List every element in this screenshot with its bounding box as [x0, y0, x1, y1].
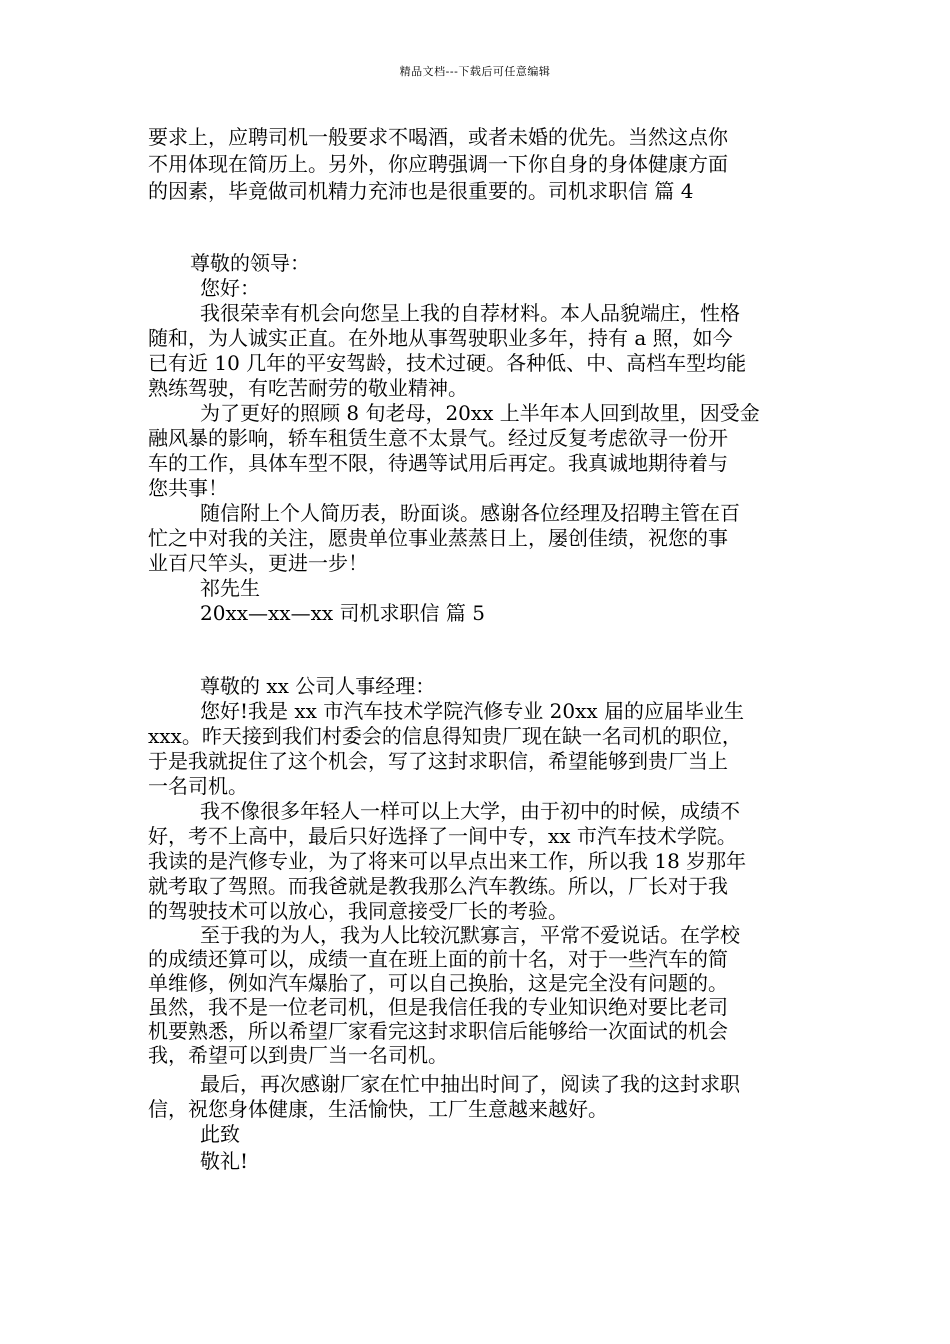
text-line: 融风暴的影响，轿车租赁生意不太景气。经过反复考虑欲寻一份开: [148, 426, 728, 450]
text-line: 至于我的为人，我为人比较沉默寡言，平常不爱说话。在学校: [200, 923, 740, 947]
text-line: 业百尺竿头，更进一步！: [148, 551, 368, 575]
text-line: 单维修，例如汽车爆胎了，可以自己换胎，这是完全没有问题的。: [148, 971, 728, 995]
text-line: 的驾驶技术可以放心，我同意接受厂长的考验。: [148, 899, 568, 923]
text-line: 好，考不上高中，最后只好选择了一间中专，xx 市汽车技术学院。: [148, 824, 737, 848]
text-line: 已有近 10 几年的平安驾龄，技术过硬。各种低、中、高档车型均能: [148, 351, 747, 375]
text-line: 我，希望可以到贵厂当一名司机。: [148, 1043, 448, 1067]
text-line: 我读的是汽修专业，为了将来可以早点出来工作，所以我 18 岁那年: [148, 849, 747, 873]
page-header: 精品文档---下载后可任意编辑: [399, 65, 551, 78]
text-line: 最后，再次感谢厂家在忙中抽出时间了，阅读了我的这封求职: [200, 1072, 740, 1096]
text-line: 一名司机。: [148, 774, 248, 798]
signature-name: 祁先生: [200, 576, 260, 600]
text-line: 您好!我是 xx 市汽车技术学院汽修专业 20xx 届的应届毕业生: [200, 699, 745, 723]
text-line: 于是我就捉住了这个机会，写了这封求职信，希望能够到贵厂当上: [148, 749, 728, 773]
text-line: 随和，为人诚实正直。在外地从事驾驶职业多年，持有 a 照，如今: [148, 326, 733, 350]
text-line: 的成绩还算可以，成绩一直在班上面的前十名，对于一些汽车的简: [148, 947, 728, 971]
closing-regards: 敬礼!: [200, 1149, 249, 1173]
text-line: xxx。昨天接到我们村委会的信息得知贵厂现在缺一名司机的职位，: [148, 724, 742, 748]
text-line: 车的工作，具体车型不限，待遇等试用后再定。我真诚地期待着与: [148, 451, 728, 475]
text-line: 虽然，我不是一位老司机，但是我信任我的专业知识绝对要比老司: [148, 995, 728, 1019]
text-line: 熟练驾驶，有吃苦耐劳的敬业精神。: [148, 376, 468, 400]
text-line: 机要熟悉，所以希望厂家看完这封求职信后能够给一次面试的机会: [148, 1019, 728, 1043]
text-line: 我不像很多年轻人一样可以上大学，由于初中的时候，成绩不: [200, 799, 740, 823]
text-line: 我很荣幸有机会向您呈上我的自荐材料。本人品貌端庄，性格: [200, 301, 740, 325]
text-line: 不用体现在简历上。另外，你应聘强调一下你自身的身体健康方面: [148, 152, 728, 176]
text-line: 要求上，应聘司机一般要求不喝酒，或者未婚的优先。当然这点你: [148, 125, 728, 149]
date-line: 20xx—xx—xx 司机求职信 篇 5: [200, 601, 485, 625]
text-line: 忙之中对我的关注，愿贵单位事业蒸蒸日上，屡创佳绩，祝您的事: [148, 526, 728, 550]
text-line: 信，祝您身体健康，生活愉快，工厂生意越来越好。: [148, 1097, 608, 1121]
text-line: 的因素，毕竟做司机精力充沛也是很重要的。司机求职信 篇 4: [148, 179, 694, 203]
text-line: 您共事！: [148, 476, 228, 500]
greeting: 您好：: [200, 276, 260, 300]
text-line: 为了更好的照顾 8 旬老母，20xx 上半年本人回到故里，因受金: [200, 401, 760, 425]
text-line: 就考取了驾照。而我爸就是教我那么汽车教练。所以，厂长对于我: [148, 874, 728, 898]
salutation: 尊敬的领导：: [190, 251, 310, 275]
salutation: 尊敬的 xx 公司人事经理：: [200, 674, 436, 698]
text-line: 随信附上个人简历表，盼面谈。感谢各位经理及招聘主管在百: [200, 501, 740, 525]
closing: 此致: [200, 1122, 240, 1146]
